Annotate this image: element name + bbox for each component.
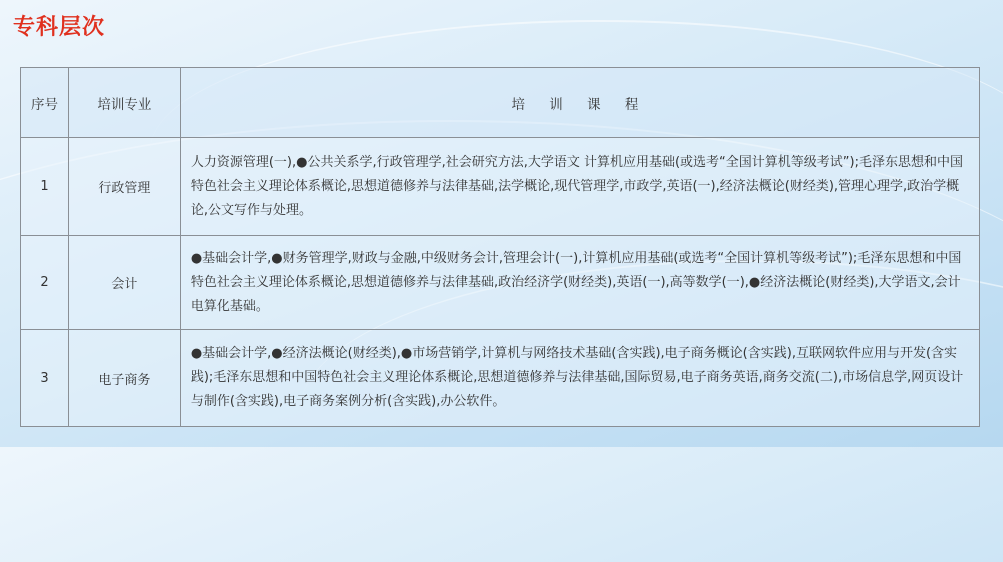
table-row bbox=[21, 138, 980, 236]
page-title: 专科层次 bbox=[13, 15, 106, 40]
row-courses: 人力资源管理(一),●公共关系学,行政管理学,社会研究方法,大学语文 计算机应用基础(或选考“全国计算机等级考试”);毛泽东思想和中国特色社会主义理论体系概论,思想道德修养与法律基础,法学概论,现代管理学,市政学,英语(一),经济法概论(财经类),管理心理学,政治学概论,公文写作与处理。 bbox=[180, 138, 979, 236]
table-row bbox=[21, 330, 980, 427]
row-num: 1 bbox=[21, 138, 69, 236]
row-num: 3 bbox=[21, 330, 69, 427]
row-major: 电子商务 bbox=[68, 330, 180, 427]
row-num: 2 bbox=[21, 236, 69, 330]
header-major: 培训专业 bbox=[68, 68, 180, 138]
row-major: 行政管理 bbox=[68, 138, 180, 236]
curriculum-table bbox=[20, 67, 980, 427]
header-courses: 培 训 课 程 bbox=[180, 68, 979, 138]
row-courses: ●基础会计学,●财务管理学,财政与金融,中级财务会计,管理会计(一),计算机应用基础(或选考“全国计算机等级考试”);毛泽东思想和中国特色社会主义理论体系概论,思想道德修养与法律基础,政治经济学(财经类),英语(一),高等数学(一),●经济法概论(财经类),大学语文,会计电算化基础。 bbox=[180, 236, 979, 330]
row-courses: ●基础会计学,●经济法概论(财经类),●市场营销学,计算机与网络技术基础(含实践),电子商务概论(含实践),互联网软件应用与开发(含实践);毛泽东思想和中国特色社会主义理论体系概论,思想道德修养与法律基础,国际贸易,电子商务英语,商务交流(二),市场信息学,网页设计与制作(含实践),电子商务案例分析(含实践),办公软件。 bbox=[180, 330, 979, 427]
table-header-row bbox=[21, 68, 980, 138]
table-row bbox=[21, 236, 980, 330]
header-num: 序号 bbox=[21, 68, 69, 138]
row-major: 会计 bbox=[68, 236, 180, 330]
